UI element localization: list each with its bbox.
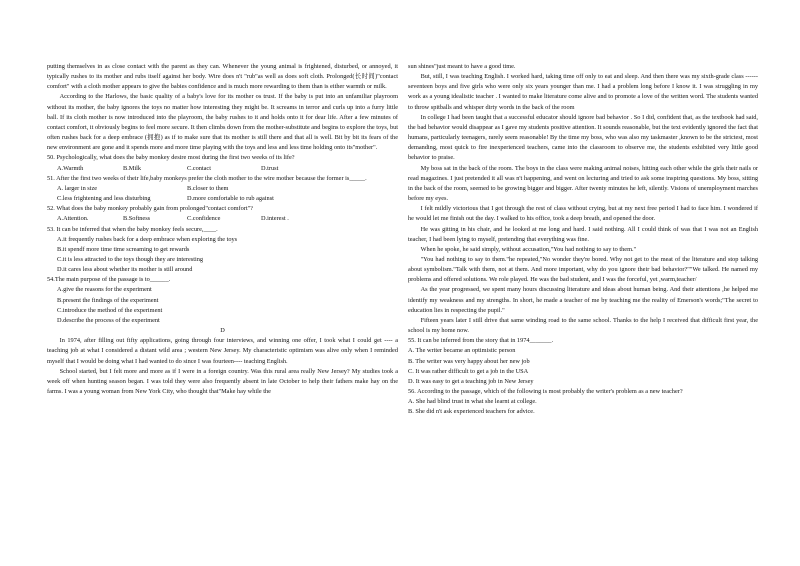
section-heading: D — [220, 327, 225, 335]
option: B.Milk — [123, 164, 142, 172]
option: C.introduce the method of the experiment — [57, 306, 163, 314]
question-51-options-row1 — [47, 184, 398, 194]
question-51-options-row2 — [47, 194, 398, 204]
option: C.contact — [187, 164, 211, 172]
option: C.confidence — [187, 215, 221, 223]
option: A.it frequently rushes back for a deep embrace when exploring the toys — [57, 235, 238, 243]
question-50: 50. Psychologically, what does the baby monkey desire most during the first two weeks of its life? — [47, 154, 295, 162]
passage-paragraph: sun shines"just meant to have a good time. — [408, 63, 516, 70]
option: B. She did n't ask experienced teachers for advice. — [408, 408, 535, 416]
question-52-options — [47, 214, 398, 224]
option: A. The writer became an optimistic person — [408, 347, 516, 355]
option: B.present the findings of the experiment — [57, 296, 159, 304]
passage-paragraph: According to the Harlows, the basic quality of a baby's love for its mother os trust. If the baby is put into an unfamiliar playroom without its mother, the baby ignores the toys no matter how interesting they might be. It screams in terror and curls up into a furry little ball. If its cloth mother is now introduced into the playroom, the baby rushes to it and holds onto it for dear life. After a few minutes of contact comfort, it obviously begins to feel more secure. It then climbs down from the mother-substitute and begins to explore the toys, but often rushes back for a deep embrace (拥抱) as if to make sure that its mother is still there and that all is well. Bit by bit its fears of the new environment are gone and it spends more and more time playing with the toys and less and less time holding onto its"mother". — [47, 93, 398, 152]
question-55: 55. It can be inferred from the story that in 1974_______. — [408, 337, 554, 345]
option: B. The writer was very happy about her new job — [408, 357, 530, 365]
passage-paragraph: Fifteen years later I still drive that same winding road to the same school. Thanks to the help I received that difficult first year, the school is my home now. — [408, 316, 758, 335]
passage-paragraph: I felt mildly victorious that I got through the rest of class without crying, but at my next free period I had to face him. I wondered if he would let me finish out the day. I walked to his office, took a deep breath, and opened the door. — [408, 205, 758, 223]
question-56: 56. According to the passage, which of the following is most probably the writer's problem as a new teacher? — [408, 388, 683, 395]
passage-paragraph: In 1974, after filling out fifty applications, going through four interviews, and winning one offer, I took what I could get ---- a teaching job at what I considered a distant wild area ; western New Jersey. My characteristic optimism was alive only when I reminded myself that I would be doing what I had wanted to do since I was fourteen---- teaching English. — [47, 337, 398, 365]
question-50-options — [47, 164, 398, 174]
option: C.less frightening and less disturbing — [57, 195, 151, 203]
passage-paragraph: In college I had been taught that a successful educator should ignore bad behavior . So I did, confident that, as the textbook had said, the bad behavior would disappear as I gave my students positive attention. It sounds reasonable, but the text evidently ignored the fact that humans, particularly teenagers, rarely seem reasonable! By the time my boss, who was also my taskmaster ,known to be the strictest, most demanding, most quick to fire inexperienced teachers, came into the classroom to observe me, the students exhibited very little good behavior to praise. — [408, 113, 758, 162]
option: B.it spendf more time time screaming to get rewards — [57, 245, 190, 253]
question-53: 53. It can be inferred that when the baby monkey feels secure,____. — [47, 225, 218, 233]
option: A. She had blind trust in what she learnt at college. — [408, 398, 537, 406]
passage-paragraph: My boss sat in the back of the room. The boys in the class were making animal noises, hitting each other while the girls their nails or read magazines. I just pretended it all was n't happening, and went on lecturing and tried to ask some inspiring questions. My boss, sitting in the back of the room, seemed to be growing bigger and bigger. After twenty minutes he left, silently. Visions of unemployment marches before my eyes. — [408, 164, 758, 203]
option: D.it cares less about whether its mother is still around — [57, 266, 193, 274]
option: C.it is less attracted to the toys though they are interesting — [57, 255, 204, 263]
option: B.Softness — [123, 215, 151, 223]
question-54: 54.The main purpose of the passage is to______. — [47, 276, 171, 284]
passage-paragraph: "You had nothing to say to them."he repeated,"No wonder they're bored. Why not get to the meat of the literature and stop talking about symbolism."Talk with them, not at them. And more important, why do you ignore their bad behavior?""We talked. He named my problems and offered solutions. We role played. He was the bad student, and I was the forceful, yet ,warm,teacher/ — [408, 255, 758, 284]
option: C. It was rather difficult to get a job in the USA — [408, 367, 529, 375]
left-column — [47, 62, 398, 397]
question-52: 52. What does the baby monkey probably gain from prolonged"contact comfort"? — [47, 205, 253, 213]
passage-paragraph: putting themselves in as close contact with the parent as they can. Whenever the young animal is frightened, disturbed, or annoyed, it typically rushes to its mother and rubs itself against her body. Wire does n't "rub"as well as does soft cloth. Prolonged(长时间)"contact comfort" with a cloth mother appears to give the babies confidence and is much more rewarding to them than is either warmth or milk. — [47, 63, 398, 91]
passage-paragraph: As the year progressed, we spent many hours discussing literature and ideas about human being. And their attentions ,he helped me identify my weakness and my strengths. In short, he made a teacher of me by teaching me the reality of Emerson's words;"The secret to education lies in respecting the pupil." — [408, 286, 758, 314]
right-column — [408, 62, 758, 417]
question-51: 51. After the first two weeks of their life,baby monkeys prefer the cloth mother to the wire mother because the former is_____. — [47, 174, 367, 182]
option: D. It was easy to get a teaching job in New Jersey — [408, 377, 534, 385]
passage-paragraph: He was gitting in his chair, and he looked at me long and hard. I said nothing. All I could think of was that I was not an English teacher, I had been lying to myself, pretending that everything was fine. — [408, 225, 758, 243]
passage-paragraph: School started, but I felt more and more as if I were in a foreign country. Was this rural area really New Jersey? My studies took a week off when hunting season began. I was told they were also frequently absent in late October to help their fathers make hay on the farms. I was a young woman from New York City, who thought that"Make hay while the — [47, 367, 398, 395]
option: A.give the reasons for the experiment — [57, 286, 152, 294]
option: D.more comfortable to rub against — [187, 195, 274, 203]
option: D.describe the process of the experiment — [57, 316, 160, 324]
passage-paragraph: When he spoke, he said simply, without accusation,"You had nothing to say to them." — [420, 245, 637, 253]
option: B.closer to them — [187, 184, 229, 192]
option: D.interest . — [261, 215, 289, 223]
option: A.Warmth — [57, 164, 84, 172]
option: A. larger in size — [57, 184, 98, 192]
option: A.Attention. — [57, 215, 89, 223]
passage-paragraph: But, still, I was teaching English. I worked hard, taking time off only to eat and sleep. And then there was my sixth-grade class ------seventeen boys and five girls who were only six years younger than me. I had a problem long before I know it. I was struggling in my work as a young idealistic teacher . I wanted to make literature come alive and to promote a love of the written word. The students wanted to throw spitballs and whisper dirty words in the back of the room — [408, 73, 758, 111]
option: D.trust — [261, 164, 279, 172]
